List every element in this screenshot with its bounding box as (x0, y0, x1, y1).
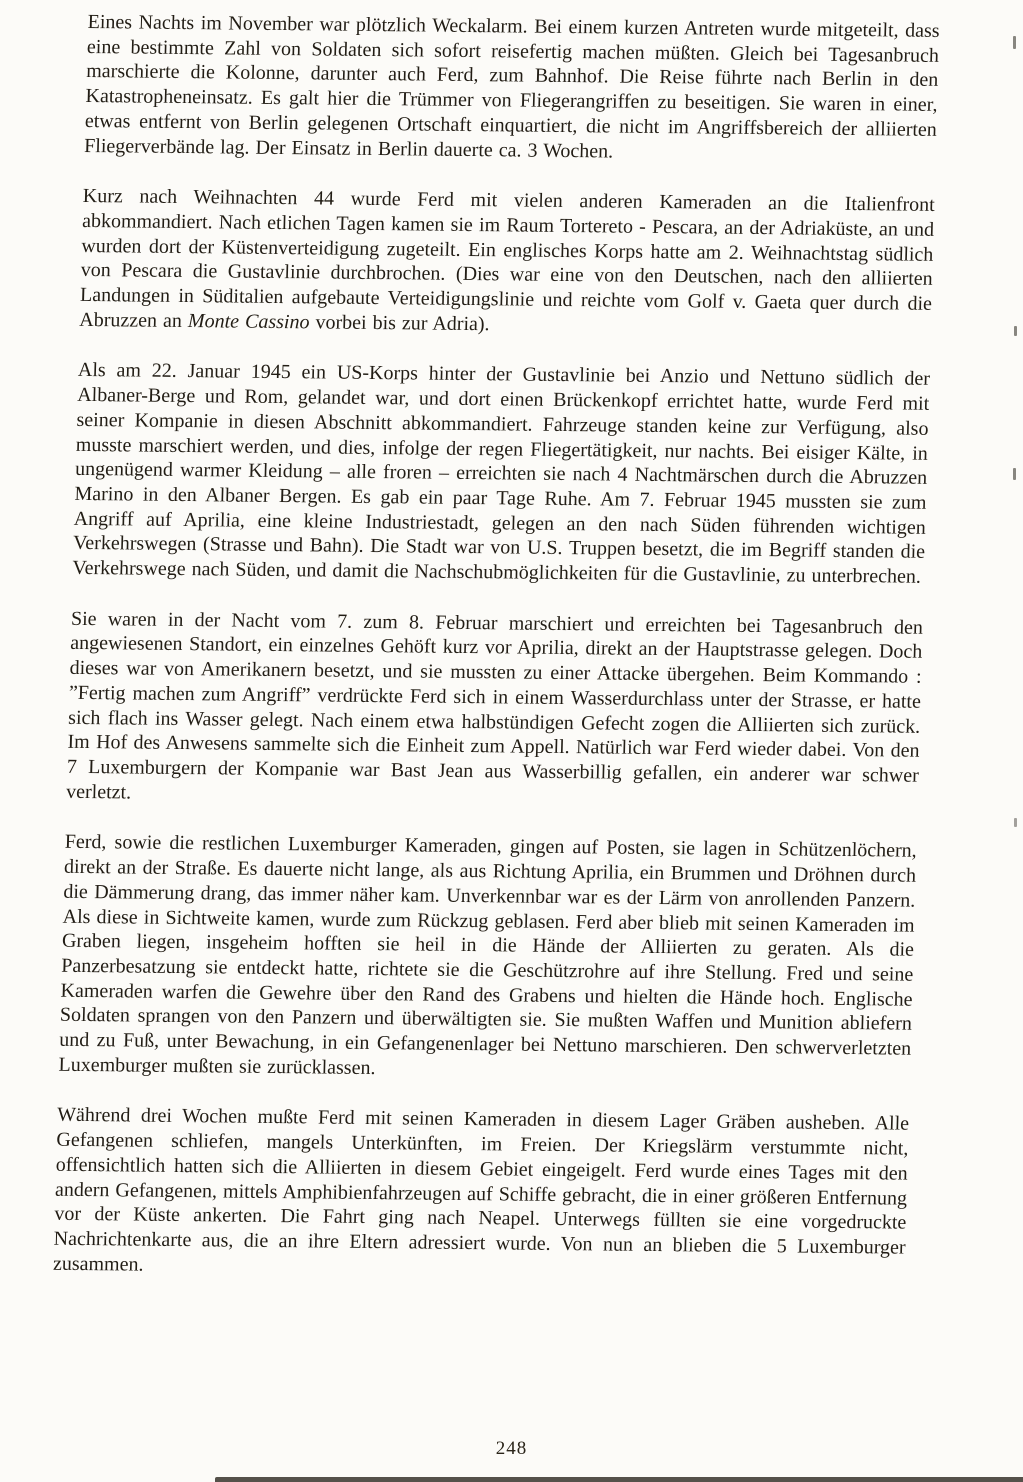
paragraph-text: Sie waren in der Nacht vom 7. zum 8. Februar marschiert und erreichten bei Tagesanbruch den angewiesenen Standort, ein einzelnes Gehöft kurz vor Aprilia, direkt an der Hauptstrasse gelegen. Doch dieses war von Amerikanern besetzt, und sie mussten zu einer Attacke übergehen. Beim Kommando : ”Fertig machen zum Angriff” verdrückte Ferd sich in einem Wasserdurchlass unter der Strasse, er hatte sich flach ins Wasser gelegt. Nach einem etwa halbstündigen Gefecht zogen die Alliierten sich zurück. Im Hof des Anwesens sammelte sich die Einheit zum Appell. Natürlich war Ferd wieder dabei. Von den 7 Luxemburgern der Kompanie war Bast Jean aus Wasserbillig gefallen, ein anderer war schwer verletzt. (65, 607, 924, 804)
paragraph-3 (72, 358, 930, 589)
scan-artifact-tick (1014, 818, 1017, 827)
paragraph-2 (79, 184, 935, 341)
paragraph-1 (84, 10, 940, 167)
page-number: 248 (495, 1438, 528, 1459)
scan-artifact-tick (1014, 326, 1017, 336)
page-text-block (52, 10, 940, 1311)
scan-artifact-tick (1013, 36, 1016, 49)
paragraph-text: vorbei bis zur Adria). (309, 311, 490, 335)
paragraph-4 (66, 607, 923, 814)
paragraph-text: Als am 22. Januar 1945 ein US-Korps hinter der Gustavlinie bei Anzio und Nettuno südlich der Albaner-Berge und Rom, gelandet war, und dort einen Brückenkopf errichtet hatte, wurde Ferd mit seiner Kompanie in diesen Abschnitt abkommandiert. Fahrzeuge standen keine zur Verfügung, also musste marschiert werden, und dies, infolge der regen Fliegertätigkeit, nur nachts. Bei eisiger Kälte, in ungenügend warmer Kleidung – alle froren – erreichten sie nach 4 Nachtmärschen durch die Abruzzen Marino in den Albaner Bergen. Es gab ein paar Tage Ruhe. Am 7. Februar 1945 mussten sie zum Angriff auf Aprilia, eine kleine Industriestadt, gelegen an den nach Süden führenden wichtigen Verkehrswegen (Strasse und Bahn). Die Stadt war von U.S. Truppen besetzt, die im Begriff standen die Verkehrswege nach Süden, und damit die Nachschubmöglichkeiten für die Gustavlinie, zu unterbrechen. (72, 359, 931, 588)
italic-phrase-monte-cassino: Monte Cassino (187, 309, 310, 334)
scan-artifact-tick (1013, 468, 1016, 480)
paragraph-text: Kurz nach Weihnachten 44 wurde Ferd mit vielen anderen Kameraden an die Italienfront abkommandiert. Nach etlichen Tagen kamen sie im Raum Tortereto - Pescara, an der Adriaküste, an und wurden dort der Küstenverteidigung zugeteilt. Ein englisches Korps hatte am 2. Weihnachtstag südlich von Pescara die Gustavlinie durchbrochen. (Dies war eine von den Deutschen, nach den alliierten Landungen in Süditalien aufgebaute Verteidigungslinie und reichte vom Golf v. Gaeta quer durch die Abruzzen an (79, 185, 936, 332)
paragraph-6 (53, 1103, 910, 1285)
scan-artifact-bottom-edge (215, 1477, 1023, 1482)
paragraph-text: Während drei Wochen mußte Ferd mit seinen Kameraden in diesem Lager Gräben ausheben. Alle Gefangenen schliefen, mangels Unterkünften, im Freien. Der Kriegslärm verstummte nicht, offensichtlich hatten sich die Alliierten in diesem Gebiet eingeigelt. Ferd wurde eines Tages mit den andern Gefangenen, mittels Amphibienfahrzeugen auf Schiffe gebracht, die in einer größeren Entfernung vor der Küste ankerten. Die Fahrt ging nach Neapel. Unterwegs füllten sie eine vorgedruckte Nachrichtenkarte aus, die an ihre Eltern adressiert wurde. Von nun an blieben die 5 Luxemburger zusammen. (52, 1104, 910, 1276)
paragraph-5 (58, 830, 917, 1086)
paragraph-text: Ferd, sowie die restlichen Luxemburger Kameraden, gingen auf Posten, sie lagen in Schützenlöchern, direkt an der Straße. Es dauerte nicht lange, als aus Richtung Aprilia, ein Brummen und Dröhnen durch die Dämmerung drang, das immer näher kam. Unverkennbar war es der Lärm von anrollenden Panzern. Als diese in Sichtweite kamen, wurde zum Rückzug geblasen. Ferd aber blieb mit seinen Kameraden im Graben liegen, insgeheim hofften sie heil in die Hände der Alliierten zu geraten. Als die Panzerbesatzung sie entdeckt hatte, richtete sie die Geschützrohre auf ihre Stellung. Fred und seine Kameraden warfen die Gewehre über den Rand des Grabens und hielten die Hände hoch. Englische Soldaten sprangen von den Panzern und überwältigten sie. Sie mußten Waffen und Munition abliefern und zu Fuß, unter Bewachung, in ein Gefangenenlager bei Nettuno marschieren. Den schwerverletzten Luxemburger mußten sie zurücklassen. (58, 831, 918, 1079)
paragraph-text: Eines Nachts im November war plötzlich Weckalarm. Bei einem kurzen Antreten wurde mitgeteilt, dass eine bestimmte Zahl von Soldaten sich sofort reisefertig machen müßten. Gleich bei Tagesanbruch marschierte die Kolonne, darunter auch Ferd, zum Bahnhof. Die Reise führte nach Berlin in den Katastropheneinsatz. Es galt hier die Trümmer von Fliegerangriffen zu beseitigen. Sie waren in einer, etwas entfernt von Berlin gelegenen Ortschaft einquartiert, die nicht im Angriffsbereich der alliierten Fliegerverbände lag. Der Einsatz in Berlin dauerte ca. 3 Wochen. (83, 10, 940, 163)
